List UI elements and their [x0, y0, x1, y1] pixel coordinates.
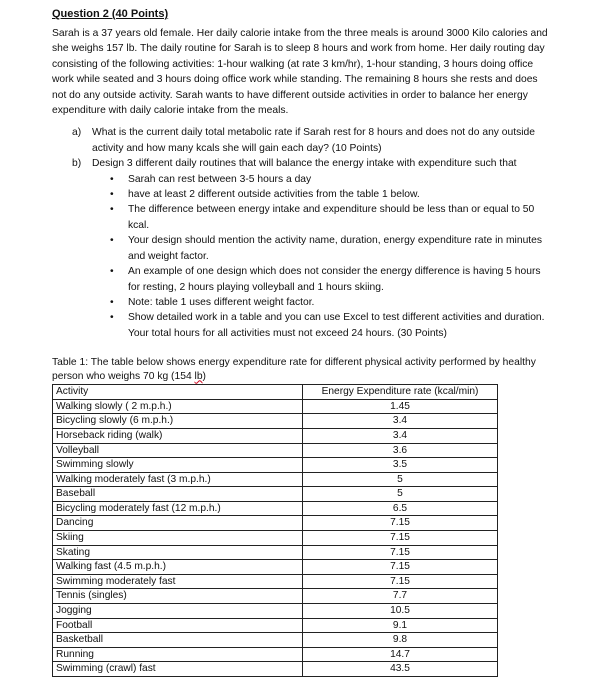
rate-cell: 3.4 — [303, 428, 498, 443]
table-row — [53, 428, 498, 443]
table-row — [53, 472, 498, 487]
activity-cell: Walking fast (4.5 m.p.h.) — [53, 560, 303, 575]
table-header-row — [53, 385, 498, 400]
activity-cell: Running — [53, 647, 303, 662]
activity-cell: Skiing — [53, 531, 303, 546]
energy-expenditure-table — [52, 384, 498, 677]
bullet-icon: • — [110, 204, 114, 216]
part-b — [52, 156, 552, 341]
bullet-icon: • — [110, 312, 114, 324]
table-row — [53, 574, 498, 589]
rate-cell: 14.7 — [303, 647, 498, 662]
activity-cell: Baseball — [53, 487, 303, 502]
activity-cell: Walking slowly ( 2 m.p.h.) — [53, 399, 303, 414]
rate-cell: 3.4 — [303, 414, 498, 429]
table-row — [53, 516, 498, 531]
rate-cell: 10.5 — [303, 604, 498, 619]
requirement-item — [92, 295, 552, 310]
requirement-item — [92, 264, 552, 295]
rate-cell: 1.45 — [303, 399, 498, 414]
table-row — [53, 545, 498, 560]
part-b-text: Design 3 different daily routines that will balance the energy intake with expenditure such that — [92, 158, 517, 170]
bullet-icon: • — [110, 173, 114, 185]
table-row — [53, 560, 498, 575]
rate-cell: 6.5 — [303, 501, 498, 516]
rate-cell: 9.8 — [303, 633, 498, 648]
requirement-item — [92, 233, 552, 264]
requirement-text: The difference between energy intake and expenditure should be less than or equal to 50 kcal. — [128, 204, 535, 231]
bullet-icon: • — [110, 235, 114, 247]
caption-text: Table 1: The table below shows energy expenditure rate for different physical activity performed by healthy person who weighs 70 kg (154 — [52, 357, 536, 382]
document-page — [52, 8, 552, 677]
requirement-item — [92, 310, 552, 341]
requirement-item — [92, 187, 552, 202]
table-row — [53, 399, 498, 414]
question-intro: Sarah is a 37 years old female. Her daily calorie intake from the three meals is around 3000 Kilo calories and she weighs 157 lb. The daily routine for Sarah is to sleep 8 hours and work from home. Her daily routing day consisting of the following activities: 1-hour walking (at rate 3 km/hr), 1-hour standing, 3 hours doing office work while seated and 3 hours doing office work while standing. The remaining 8 hours she rests and does not do any outside activity. Sarah wants to have different outside activities in order to balance her energy expenditure with daily calorie intake from the meals. — [52, 28, 548, 117]
rate-cell: 7.15 — [303, 545, 498, 560]
rate-cell: 3.6 — [303, 443, 498, 458]
requirement-item — [92, 172, 552, 187]
requirement-text: have at least 2 different outside activities from the table 1 below. — [128, 189, 420, 201]
activity-cell: Basketball — [53, 633, 303, 648]
part-a — [52, 125, 552, 156]
rate-cell: 7.15 — [303, 574, 498, 589]
table-row — [53, 531, 498, 546]
requirement-text: Show detailed work in a table and you can use Excel to test different activities and duration. Your total hours for all activities must not exceed 24 hours. (30 Points) — [128, 312, 545, 339]
caption-end: ) — [202, 370, 206, 382]
table-row — [53, 647, 498, 662]
header-rate: Energy Expenditure rate (kcal/min) — [303, 385, 498, 400]
table-row — [53, 458, 498, 473]
table-row — [53, 589, 498, 604]
requirement-text: Your design should mention the activity name, duration, energy expenditure rate in minutes and weight factor. — [128, 235, 543, 262]
rate-cell: 7.15 — [303, 516, 498, 531]
table-row — [53, 443, 498, 458]
bullet-icon: • — [110, 266, 114, 278]
rate-cell: 5 — [303, 472, 498, 487]
requirement-text: Sarah can rest between 3-5 hours a day — [128, 173, 312, 185]
rate-cell: 7.7 — [303, 589, 498, 604]
rate-cell: 9.1 — [303, 618, 498, 633]
part-a-text: What is the current daily total metabolic rate if Sarah rest for 8 hours and does not do any outside activity and how many kcals she will gain each day? (10 Points) — [92, 127, 536, 154]
activity-cell: Horseback riding (walk) — [53, 428, 303, 443]
activity-cell: Tennis (singles) — [53, 589, 303, 604]
table-row — [53, 618, 498, 633]
table-caption — [52, 356, 552, 383]
rate-cell: 7.15 — [303, 531, 498, 546]
caption-unit: lb — [194, 370, 203, 382]
requirement-item — [92, 202, 552, 233]
activity-cell: Swimming (crawl) fast — [53, 662, 303, 677]
question-title: Question 2 (40 Points) — [52, 8, 169, 20]
activity-cell: Volleyball — [53, 443, 303, 458]
activity-cell: Walking moderately fast (3 m.p.h.) — [53, 472, 303, 487]
table-row — [53, 633, 498, 648]
header-activity: Activity — [53, 385, 303, 400]
rate-cell: 5 — [303, 487, 498, 502]
activity-cell: Skating — [53, 545, 303, 560]
activity-cell: Bicycling moderately fast (12 m.p.h.) — [53, 501, 303, 516]
table-row — [53, 662, 498, 677]
activity-cell: Swimming moderately fast — [53, 574, 303, 589]
requirement-text: An example of one design which does not consider the energy difference is having 5 hours for resting, 2 hours playing volleyball and 1 hours skiing. — [128, 266, 541, 293]
table-row — [53, 501, 498, 516]
rate-cell: 3.5 — [303, 458, 498, 473]
table-row — [53, 604, 498, 619]
rate-cell: 7.15 — [303, 560, 498, 575]
part-a-label: a) — [72, 127, 82, 139]
part-b-label: b) — [72, 158, 82, 170]
question-parts — [52, 125, 552, 341]
rate-cell: 43.5 — [303, 662, 498, 677]
activity-cell: Jogging — [53, 604, 303, 619]
requirement-text: Note: table 1 uses different weight factor. — [128, 296, 315, 308]
activity-cell: Dancing — [53, 516, 303, 531]
activity-cell: Swimming slowly — [53, 458, 303, 473]
bullet-icon: • — [110, 189, 114, 201]
table-row — [53, 414, 498, 429]
requirements-list — [92, 172, 552, 341]
activity-cell: Bicycling slowly (6 m.p.h.) — [53, 414, 303, 429]
table-row — [53, 487, 498, 502]
activity-cell: Football — [53, 618, 303, 633]
bullet-icon: • — [110, 296, 114, 308]
